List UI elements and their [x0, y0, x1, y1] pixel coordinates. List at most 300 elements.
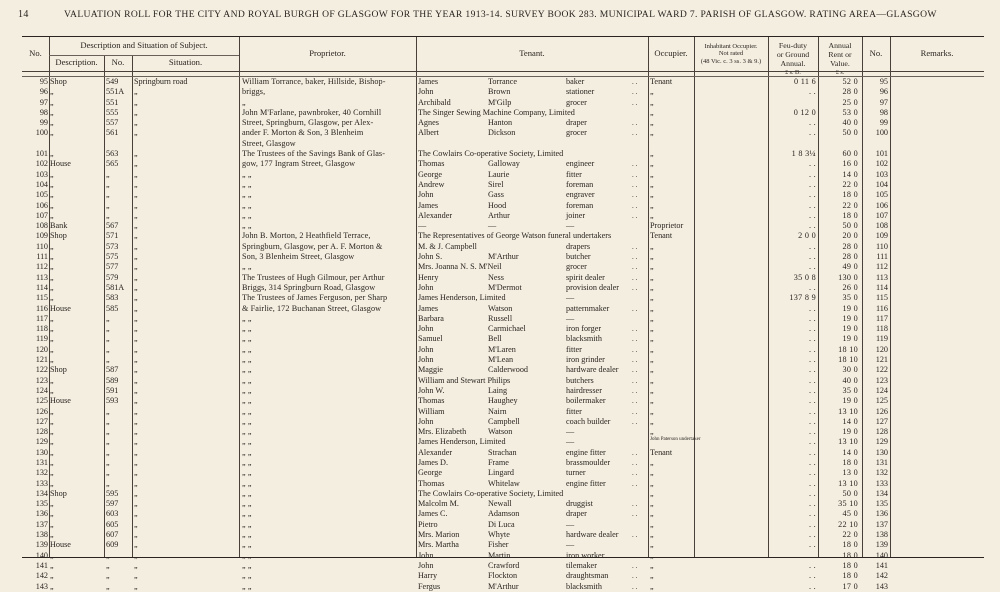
entry-number: 113 [36, 272, 48, 282]
entry-number-right: 118 [876, 324, 888, 334]
table-row [22, 293, 984, 303]
tenant-surname: Watson [488, 303, 513, 313]
subject-situation: „ [134, 221, 138, 231]
tenant-first-name: John W. [418, 385, 445, 395]
entry-number: 124 [35, 385, 48, 395]
proprietor-text: „ „ [242, 530, 252, 540]
street-number: „ [106, 200, 110, 210]
table-row [22, 314, 984, 324]
tenant-first-name: — [418, 221, 427, 231]
proprietor-text: „ „ [242, 406, 252, 416]
annual-rent-value: 13 10 [838, 406, 858, 416]
tenant-occupation: — [566, 540, 575, 550]
feu-duty-value: . . [808, 118, 816, 128]
feu-duty-value: . . [808, 241, 816, 251]
feu-duty-value: . . [808, 447, 816, 457]
tenant-occupation: draughtsman [566, 571, 609, 581]
annual-rent-value: 45 0 [842, 509, 858, 519]
tenant-occupation: druggist [566, 499, 593, 509]
entry-number: 107 [35, 210, 48, 220]
tenant-first-name: Albert [418, 128, 439, 138]
occupier-status: „ [650, 560, 654, 570]
leader-dots: . . [632, 561, 638, 570]
tenant-surname: Lingard [488, 468, 514, 478]
subject-situation: „ [134, 159, 138, 169]
tenant-occupation: — [566, 221, 575, 231]
entry-number-right: 143 [875, 581, 888, 591]
tenant-surname: Russell [488, 313, 513, 323]
entry-number-right: 123 [875, 375, 888, 385]
occupier-status: „ [650, 200, 654, 210]
occupier-status: „ [650, 406, 654, 416]
annual-rent-value: 18 0 [842, 571, 858, 581]
occupier-status: „ [650, 149, 654, 159]
annual-rent-value: 22 10 [838, 519, 858, 529]
street-number: 593 [106, 396, 119, 406]
tenant-first-name: Alexander [418, 210, 453, 220]
subject-description: „ [50, 519, 54, 529]
tenant-occupation: brassmoulder [566, 457, 611, 467]
entry-number: 132 [35, 468, 48, 478]
feu-duty-value: . . [808, 375, 816, 385]
tenant-surname: Calderwood [488, 365, 529, 375]
leader-dots: . . [632, 304, 638, 313]
table-row [22, 118, 984, 128]
street-number: „ [106, 344, 110, 354]
annual-rent-value: 35 0 [842, 293, 858, 303]
page-header [18, 9, 988, 23]
entry-number: 121 [35, 355, 48, 365]
table-row [22, 509, 984, 519]
subject-description: „ [50, 581, 54, 591]
annual-rent-value: 50 0 [842, 221, 858, 231]
street-number: „ [106, 210, 110, 220]
entry-number: 104 [35, 179, 48, 189]
proprietor-text: „ „ [242, 427, 252, 437]
annual-rent-value: 18 10 [838, 344, 858, 354]
proprietor-text: & Fairlie, 172 Buchanan Street, Glasgow [242, 303, 382, 313]
leader-dots: . . [632, 180, 638, 189]
entry-number-right: 133 [875, 478, 888, 488]
proprietor-text: „ „ [242, 571, 252, 581]
subject-description: „ [50, 293, 54, 303]
table-row [22, 304, 984, 314]
street-number: 565 [106, 159, 119, 169]
subject-situation: „ [134, 200, 138, 210]
tenant-surname: M'Arthur [488, 252, 519, 262]
entry-number: 116 [36, 303, 48, 313]
proprietor-text: „ „ [242, 210, 252, 220]
entry-number: 98 [39, 107, 48, 117]
tenant-occupation: iron grinder [566, 355, 605, 365]
tenant-surname: M'Gilp [488, 97, 512, 107]
tenant-first-name: Harry [418, 571, 438, 581]
street-number: „ [106, 581, 110, 591]
entry-number-right: 128 [875, 427, 888, 437]
entry-number-right: 112 [876, 262, 888, 272]
occupier-status: „ [650, 210, 654, 220]
table-row [22, 190, 984, 200]
subject-situation: „ [134, 324, 138, 334]
tenant-surname: Frame [488, 457, 509, 467]
annual-rent-value: 40 0 [842, 375, 858, 385]
annual-rent-value: 18 10 [838, 355, 858, 365]
leader-dots: . . [632, 160, 638, 169]
subject-situation: „ [134, 540, 138, 550]
proprietor-text: The Trustees of James Ferguson, per Sharp [242, 293, 388, 303]
entry-number: 133 [35, 478, 48, 488]
feu-duty-value: . . [808, 478, 816, 488]
feu-duty-value: . . [808, 210, 816, 220]
occupier-status: „ [650, 499, 654, 509]
table-row [22, 170, 984, 180]
occupier-status: „ [650, 190, 654, 200]
subject-situation: „ [134, 303, 138, 313]
tenant-first-name: James Henderson, Limited [418, 437, 506, 447]
leader-dots: . . [632, 531, 638, 540]
proprietor-text: „ [242, 97, 246, 107]
proprietor-text: „ „ [242, 169, 252, 179]
column-header-occupier: Occupier. [654, 48, 688, 59]
proprietor-text: „ „ [242, 437, 252, 447]
proprietor-text: „ „ [242, 519, 252, 529]
feu-duty-value: . . [808, 344, 816, 354]
tenant-first-name: John [418, 87, 434, 97]
street-number: „ [106, 179, 110, 189]
tenant-surname: Arthur [488, 210, 510, 220]
tenant-surname: Whyte [488, 530, 510, 540]
table-row [22, 479, 984, 489]
annual-rent-value: 30 0 [842, 365, 858, 375]
subject-situation: „ [134, 375, 138, 385]
tenant-occupation: joiner [566, 210, 586, 220]
entry-number-right: 126 [875, 406, 888, 416]
feu-duty-value: . . [808, 385, 816, 395]
valuation-ledger-table [22, 36, 984, 591]
feu-duty-value: . . [808, 324, 816, 334]
tenant-first-name: William and Stewart Philips [418, 375, 511, 385]
street-number: „ [106, 406, 110, 416]
annual-rent-value: 13 10 [838, 478, 858, 488]
tenant-first-name: John [418, 550, 434, 560]
subject-description: „ [50, 262, 54, 272]
subject-description: „ [50, 252, 54, 262]
leader-dots: . . [632, 201, 638, 210]
tenant-occupation: provision dealer [566, 282, 619, 292]
leader-dots: . . [632, 397, 638, 406]
tenant-occupation: hardware dealer [566, 365, 619, 375]
table-row [22, 252, 984, 262]
feu-duty-value: . . [808, 365, 816, 375]
occupier-status: „ [650, 375, 654, 385]
table-row [22, 458, 984, 468]
street-number: „ [106, 190, 110, 200]
leader-dots: . . [632, 263, 638, 272]
table-row [22, 520, 984, 530]
tenant-occupation: — [566, 313, 575, 323]
occupier-status: „ [650, 293, 654, 303]
tenant-surname: Sirel [488, 179, 504, 189]
subject-situation: „ [134, 406, 138, 416]
table-row [22, 530, 984, 540]
entry-number-right: 120 [875, 344, 888, 354]
feu-duty-value: . . [808, 519, 816, 529]
feu-duty-value: . . [808, 427, 816, 437]
entry-number-right: 132 [875, 468, 888, 478]
subject-situation: „ [134, 118, 138, 128]
leader-dots: . . [632, 283, 638, 292]
column-header-feu-duty [768, 38, 818, 70]
annual-rent-value: 18 0 [842, 190, 858, 200]
annual-rent-value: 14 0 [842, 416, 858, 426]
subject-situation: „ [134, 128, 138, 138]
table-row [22, 283, 984, 293]
feu-duty-value: 2 0 0 [798, 231, 816, 241]
tenant-surname: Adamson [488, 509, 520, 519]
feu-money-units: £ s. D. [785, 70, 801, 77]
entry-number: 119 [36, 334, 48, 344]
occupier-status: „ [650, 530, 654, 540]
proprietor-text: Springburn, Glasgow, per A. F. Morton & [242, 241, 383, 251]
tenant-surname: M'Dermot [488, 282, 522, 292]
annual-rent-value: 35 10 [838, 499, 858, 509]
tenant-first-name: Thomas [418, 478, 445, 488]
occupier-status: „ [650, 272, 654, 282]
annual-rent-value: 19 0 [842, 427, 858, 437]
occupier-status: „ [650, 344, 654, 354]
tenant-occupation: butchers [566, 375, 594, 385]
feu-duty-value: . . [808, 262, 816, 272]
annual-rent-value: 16 0 [842, 159, 858, 169]
annual-rent-value: 50 0 [842, 488, 858, 498]
leader-dots: . . [632, 376, 638, 385]
leader-dots: . . [632, 417, 638, 426]
street-number: 585 [106, 303, 119, 313]
tenant-first-name: Mrs. Elizabeth [418, 427, 467, 437]
annual-rent-value: 18 0 [842, 210, 858, 220]
feu-duty-value: . . [808, 530, 816, 540]
tenant-occupation: iron worker [566, 550, 605, 560]
occupier-status: „ [650, 355, 654, 365]
street-number: 581A [106, 282, 125, 292]
annual-rent-value: 28 0 [842, 87, 858, 97]
entry-number-right: 137 [875, 519, 888, 529]
table-row [22, 417, 984, 427]
entry-number: 142 [35, 571, 48, 581]
entry-number-right: 96 [879, 87, 888, 97]
tenant-first-name: Malcolm M. [418, 499, 459, 509]
entry-number: 129 [35, 437, 48, 447]
entry-number-right: 103 [875, 169, 888, 179]
tenant-surname: Haughey [488, 396, 518, 406]
subject-situation: „ [134, 210, 138, 220]
street-number: 595 [106, 488, 119, 498]
feu-duty-value: . . [808, 488, 816, 498]
table-row [22, 468, 984, 478]
subject-description: „ [50, 324, 54, 334]
leader-dots: . . [632, 211, 638, 220]
occupier-status: „ [650, 159, 654, 169]
feu-duty-value: . . [808, 179, 816, 189]
subject-situation: „ [134, 262, 138, 272]
subject-situation: „ [134, 571, 138, 581]
tenant-occupation: — [566, 437, 575, 447]
tenant-surname: Laurie [488, 169, 510, 179]
proprietor-text: Briggs, 314 Springburn Road, Glasgow [242, 282, 376, 292]
tenant-surname: Watson [488, 427, 513, 437]
column-header-inhabitant [694, 39, 768, 69]
subject-description: „ [50, 344, 54, 354]
tenant-first-name: John [418, 355, 434, 365]
entry-number: 115 [36, 293, 48, 303]
occupier-status: „ [650, 550, 654, 560]
tenant-first-name: Henry [418, 272, 439, 282]
street-number: 607 [106, 530, 119, 540]
entry-number: 139 [35, 540, 48, 550]
feu-duty-value: . . [808, 509, 816, 519]
entry-number-right: 119 [876, 334, 888, 344]
occupier-status: „ [650, 488, 654, 498]
tenant-first-name: Mrs. Martha [418, 540, 459, 550]
column-header-situation: Situation. [168, 57, 203, 68]
leader-dots: . . [632, 325, 638, 334]
entry-number: 109 [35, 231, 48, 241]
tenant-surname: Laing [488, 385, 508, 395]
street-number: „ [106, 313, 110, 323]
subject-description: „ [50, 447, 54, 457]
subject-situation: „ [134, 272, 138, 282]
entry-number: 128 [35, 427, 48, 437]
tenant-first-name: James [418, 77, 439, 86]
table-row [22, 582, 984, 592]
leader-dots: . . [632, 170, 638, 179]
annual-rent-value: 52 0 [842, 77, 858, 86]
tenant-occupation: butcher [566, 252, 591, 262]
street-number: 551A [106, 87, 125, 97]
tenant-occupation: foreman [566, 179, 594, 189]
entry-number: 138 [35, 530, 48, 540]
entry-number-right: 107 [875, 210, 888, 220]
leader-dots: . . [632, 98, 638, 107]
annual-rent-value: 22 0 [842, 179, 858, 189]
table-row [22, 201, 984, 211]
entry-number: 126 [35, 406, 48, 416]
tenant-first-name: James C. [418, 509, 448, 519]
occupier-status: „ [650, 396, 654, 406]
subject-situation: „ [134, 190, 138, 200]
entry-number-right: 115 [876, 293, 888, 303]
annual-rent-value: 49 0 [842, 262, 858, 272]
entry-number-right: 110 [876, 241, 888, 251]
proprietor-text: „ „ [242, 581, 252, 591]
occupier-status: „ [650, 509, 654, 519]
proprietor-text: „ „ [242, 385, 252, 395]
table-row [22, 139, 984, 149]
street-number: „ [106, 324, 110, 334]
street-number: 549 [106, 77, 119, 86]
proprietor-text: „ „ [242, 355, 252, 365]
entry-number-right: 99 [879, 118, 888, 128]
subject-situation: „ [134, 519, 138, 529]
subject-situation: „ [134, 530, 138, 540]
subject-situation: „ [134, 282, 138, 292]
table-row [22, 149, 984, 159]
feu-duty-value: . . [808, 252, 816, 262]
tenant-occupation: coach builder [566, 416, 611, 426]
leader-dots: . . [632, 242, 638, 251]
subject-description: „ [50, 190, 54, 200]
tenant-occupation: turner [566, 468, 586, 478]
tenant-occupation: grocer [566, 128, 587, 138]
entry-number-right: 121 [875, 355, 888, 365]
feu-duty-value: . . [808, 560, 816, 570]
subject-description: „ [50, 437, 54, 447]
entry-number: 110 [36, 241, 48, 251]
entry-number-right: 141 [875, 560, 888, 570]
tenant-first-name: Mrs. Marion [418, 530, 460, 540]
entry-number: 97 [39, 97, 48, 107]
tenant-first-name: Fergus [418, 581, 441, 591]
tenant-surname: Hood [488, 200, 507, 210]
subject-situation: „ [134, 437, 138, 447]
proprietor-text: „ „ [242, 468, 252, 478]
subject-description: Shop [50, 77, 67, 86]
annual-rent-value: 17 0 [842, 581, 858, 591]
street-number: 579 [106, 272, 119, 282]
tenant-first-name: John [418, 560, 434, 570]
subject-description: „ [50, 457, 54, 467]
occupier-status: „ [650, 519, 654, 529]
page-number: 14 [18, 9, 29, 20]
feu-duty-value: 0 11 6 [794, 77, 816, 86]
annual-rent-value: 14 0 [842, 169, 858, 179]
entry-number-right: 97 [879, 97, 888, 107]
annual-rent-value: 20 0 [842, 231, 858, 241]
feu-duty-value: . . [808, 540, 816, 550]
annual-rent-value: 19 0 [842, 334, 858, 344]
page-title: VALUATION ROLL FOR THE CITY AND ROYAL BURGH OF GLASGOW FOR THE YEAR 1913-14. SURVEY BOOK 283. MUNICIPAL WARD 7. PARISH OF GLASGOW. RATING AREA—GLASGOW [64, 9, 937, 20]
tenant-first-name: The Cowlairs Co-operative Society, Limited [418, 488, 564, 498]
subject-description: House [50, 540, 71, 550]
ledger-rows [22, 77, 984, 592]
tenant-occupation: fitter [566, 169, 582, 179]
entry-number: 96 [39, 87, 48, 97]
feu-duty-value: . . [808, 581, 816, 591]
street-number: „ [106, 437, 110, 447]
subject-situation: „ [134, 457, 138, 467]
feu-duty-value: . . [808, 169, 816, 179]
table-row [22, 355, 984, 365]
table-row [22, 334, 984, 344]
occupier-status: „ [650, 427, 654, 437]
table-row [22, 489, 984, 499]
tenant-occupation: spirit dealer [566, 272, 605, 282]
occupier-status: „ [650, 581, 654, 591]
entry-number: 134 [35, 488, 48, 498]
tenant-occupation: engine fitter [566, 478, 606, 488]
entry-number-right: 104 [875, 179, 888, 189]
tenant-occupation: grocer [566, 97, 587, 107]
tenant-first-name: John [418, 416, 434, 426]
entry-number: 131 [35, 457, 48, 467]
entry-number: 122 [35, 365, 48, 375]
entry-number-right: 139 [875, 540, 888, 550]
entry-number-right: 130 [875, 447, 888, 457]
entry-number-right: 135 [875, 499, 888, 509]
feu-duty-value: . . [808, 159, 816, 169]
occupier-status: „ [650, 385, 654, 395]
tenant-first-name: The Cowlairs Co-operative Society, Limited [418, 149, 564, 159]
